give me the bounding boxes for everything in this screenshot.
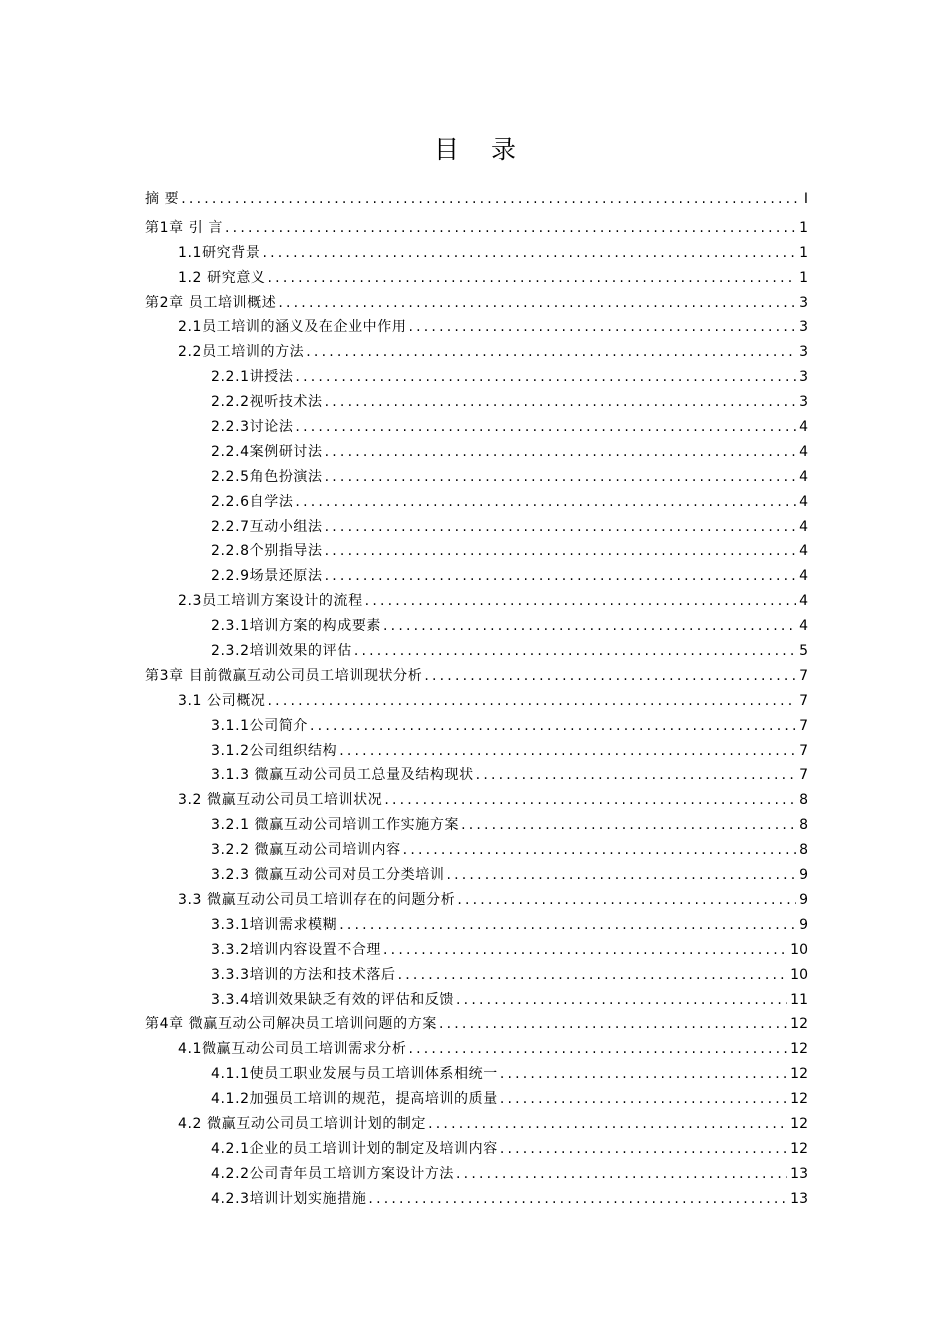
dot-leader (424, 664, 796, 689)
dot-leader (306, 340, 796, 365)
toc-entry[interactable] (145, 739, 808, 764)
dot-leader (500, 1087, 787, 1112)
toc-entry[interactable] (145, 266, 808, 291)
toc-entry[interactable] (145, 564, 808, 589)
dot-leader (398, 963, 788, 988)
toc-entry-page-number: 7 (799, 692, 808, 709)
toc-entry-page-number: 7 (799, 742, 808, 759)
dot-leader (428, 1112, 787, 1137)
toc-entry-page-number: 12 (790, 1091, 808, 1108)
toc-entry-page-number: 11 (790, 991, 808, 1008)
toc-entry-title: 3.3.2培训内容设置不合理 (211, 941, 382, 958)
toc-entry-title: 3.1.2公司组织结构 (211, 742, 338, 759)
toc-entry[interactable] (145, 888, 808, 913)
toc-entry[interactable] (145, 788, 808, 813)
toc-entry-title: 2.1员工培训的涵义及在企业中作用 (178, 319, 407, 336)
dot-leader (383, 938, 787, 963)
toc-entry[interactable] (145, 539, 808, 564)
dot-leader (500, 1062, 787, 1087)
dot-leader (225, 216, 796, 241)
toc-entry-page-number: 4 (799, 443, 808, 460)
toc-entry[interactable] (145, 465, 808, 490)
toc-entry[interactable] (145, 515, 808, 540)
dot-leader (325, 564, 796, 589)
toc-entry[interactable] (145, 1162, 808, 1187)
toc-entry-title: 4.2.1企业的员工培训计划的制定及培训内容 (211, 1140, 498, 1157)
toc-entry-page-number: 12 (790, 1140, 808, 1157)
dot-leader (278, 291, 796, 316)
toc-entry[interactable] (145, 838, 808, 863)
dot-leader (456, 1162, 787, 1187)
toc-entry-title: 3.2.2 微赢互动公司培训内容 (211, 842, 401, 859)
toc-entry-page-number: 1 (799, 219, 808, 236)
toc-entry-page-number: 12 (790, 1041, 808, 1058)
toc-entry-page-number: 12 (790, 1115, 808, 1132)
toc-entry-page-number: 9 (799, 867, 808, 884)
toc-entry[interactable] (145, 664, 808, 689)
toc-entry[interactable] (145, 813, 808, 838)
dot-leader (325, 515, 796, 540)
toc-entry-page-number: 10 (790, 941, 808, 958)
toc-entry-title: 3.2.1 微赢互动公司培训工作实施方案 (211, 817, 460, 834)
toc-entry[interactable] (145, 963, 808, 988)
toc-entry-page-number: 7 (799, 667, 808, 684)
toc-entry-page-number: 3 (799, 394, 808, 411)
toc-entry-page-number: 13 (790, 1190, 808, 1207)
dot-leader (339, 913, 796, 938)
toc-entry[interactable] (145, 589, 808, 614)
toc-entry[interactable] (145, 340, 808, 365)
toc-entry[interactable] (145, 1087, 808, 1112)
toc-entry-title: 2.2.8个别指导法 (211, 543, 323, 560)
toc-entry-title: 2.2.2视听技术法 (211, 394, 323, 411)
toc-entry[interactable] (145, 639, 808, 664)
dot-leader (339, 739, 796, 764)
dot-leader (325, 440, 796, 465)
toc-entry-page-number: 4 (799, 568, 808, 585)
toc-entry-title: 2.2.4案例研讨法 (211, 443, 323, 460)
toc-entry-title: 1.1研究背景 (178, 244, 261, 261)
dot-leader (295, 415, 796, 440)
toc-entry-page-number: 8 (799, 817, 808, 834)
toc-entry[interactable] (145, 1037, 808, 1062)
toc-entry[interactable] (145, 315, 808, 340)
toc-entry-page-number: 9 (799, 891, 808, 908)
dot-leader (384, 788, 796, 813)
toc-entry-title: 4.1微赢互动公司员工培训需求分析 (178, 1041, 407, 1058)
dot-leader (461, 813, 796, 838)
dot-leader (368, 1187, 787, 1212)
dot-leader (408, 1037, 787, 1062)
toc-entry[interactable] (145, 1187, 808, 1212)
toc-entry-title: 第4章 微赢互动公司解决员工培训问题的方案 (145, 1016, 437, 1033)
toc-entry-title: 3.3.1培训需求模糊 (211, 916, 338, 933)
toc-entry-page-number: 5 (799, 643, 808, 660)
toc-entry-title: 2.3员工培训方案设计的流程 (178, 593, 363, 610)
toc-entry-page-number: 4 (799, 419, 808, 436)
toc-entry-page-number: 4 (799, 468, 808, 485)
toc-entry[interactable] (145, 1012, 808, 1037)
toc-entry[interactable] (145, 365, 808, 390)
toc-entry-page-number: 12 (790, 1066, 808, 1083)
page-title: 目 录 (434, 135, 528, 164)
dot-leader (295, 490, 796, 515)
toc-entry[interactable] (145, 614, 808, 639)
toc-entry-page-number: 1 (799, 244, 808, 261)
toc-entry[interactable] (145, 490, 808, 515)
toc-entry-page-number: 3 (799, 344, 808, 361)
toc-entry[interactable] (145, 440, 808, 465)
toc-entry-page-number: 4 (799, 493, 808, 510)
dot-leader (408, 315, 796, 340)
toc-entry-page-number: 4 (799, 618, 808, 635)
toc-entry-title: 2.2.3讨论法 (211, 419, 294, 436)
dot-leader (365, 589, 796, 614)
toc-entry-title: 3.1.1公司简介 (211, 717, 309, 734)
toc-entry-title: 3.2 微赢互动公司员工培训状况 (178, 792, 383, 809)
toc-entry-title: 4.2.2公司青年员工培训方案设计方法 (211, 1165, 455, 1182)
toc-entry-title: 2.2.9场景还原法 (211, 568, 323, 585)
dot-leader (476, 763, 796, 788)
toc-entry[interactable] (145, 1137, 808, 1162)
toc-entry-page-number: 4 (799, 518, 808, 535)
toc-entry-title: 第3章 目前微赢互动公司员工培训现状分析 (145, 667, 423, 684)
toc-entry[interactable] (145, 390, 808, 415)
dot-leader (325, 390, 796, 415)
toc-entry[interactable] (145, 216, 808, 241)
toc-entry-page-number: 4 (799, 593, 808, 610)
dot-leader (439, 1012, 787, 1037)
toc-entry-title: 2.3.1培训方案的构成要素 (211, 618, 382, 635)
dot-leader (456, 988, 787, 1013)
toc-entry[interactable] (145, 1112, 808, 1137)
toc-entry-title: 2.2.5角色扮演法 (211, 468, 323, 485)
toc-entry-page-number: 3 (799, 369, 808, 386)
toc-entry-page-number: 8 (799, 792, 808, 809)
toc-entry[interactable] (145, 913, 808, 938)
dot-leader (383, 614, 796, 639)
toc-entry-title: 2.2员工培训的方法 (178, 344, 305, 361)
toc-entry-title: 摘 要 (145, 191, 180, 207)
toc-entry[interactable] (145, 1062, 808, 1087)
dot-leader (446, 863, 796, 888)
toc-entry-title: 3.3.4培训效果缺乏有效的评估和反馈 (211, 991, 455, 1008)
toc-entry-title: 2.2.1讲授法 (211, 369, 294, 386)
dot-leader (310, 714, 796, 739)
toc-entry[interactable] (145, 863, 808, 888)
toc-entry-title: 第1章 引 言 (145, 219, 224, 236)
dot-leader (268, 266, 797, 291)
dot-leader (457, 888, 796, 913)
toc-entry[interactable] (145, 291, 808, 316)
toc-entry[interactable] (145, 714, 808, 739)
toc-entry-page-number: 1 (799, 269, 808, 286)
toc-entry-page-number: 9 (799, 916, 808, 933)
toc-entry[interactable] (145, 187, 808, 212)
dot-leader (181, 187, 801, 212)
toc-entry-title: 4.1.1使员工职业发展与员工培训体系相统一 (211, 1066, 498, 1083)
dot-leader (500, 1137, 787, 1162)
dot-leader (325, 539, 796, 564)
toc-entry-title: 4.1.2加强员工培训的规范，提高培训的质量 (211, 1091, 498, 1108)
toc-entry-title: 2.2.7互动小组法 (211, 518, 323, 535)
toc-entry-page-number: I (803, 191, 808, 207)
table-of-contents (145, 187, 808, 1212)
toc-entry-title: 3.1.3 微赢互动公司员工总量及结构现状 (211, 767, 474, 784)
dot-leader (262, 241, 796, 266)
toc-entry-page-number: 4 (799, 543, 808, 560)
toc-entry[interactable] (145, 241, 808, 266)
dot-leader (403, 838, 796, 863)
toc-entry-title: 1.2 研究意义 (178, 269, 266, 286)
toc-entry-title: 3.1 公司概况 (178, 692, 266, 709)
toc-entry-title: 2.3.2培训效果的评估 (211, 643, 352, 660)
toc-entry-title: 4.2 微赢互动公司员工培训计划的制定 (178, 1115, 427, 1132)
toc-entry[interactable] (145, 988, 808, 1013)
toc-entry-title: 3.3 微赢互动公司员工培训存在的问题分析 (178, 891, 456, 908)
toc-entry[interactable] (145, 689, 808, 714)
toc-entry-page-number: 12 (790, 1016, 808, 1033)
toc-entry-page-number: 10 (790, 966, 808, 983)
toc-entry-title: 4.2.3培训计划实施措施 (211, 1190, 367, 1207)
dot-leader (325, 465, 796, 490)
toc-entry-title: 第2章 员工培训概述 (145, 294, 277, 311)
toc-entry-title: 3.3.3培训的方法和技术落后 (211, 966, 396, 983)
toc-entry-page-number: 3 (799, 319, 808, 336)
toc-entry-page-number: 7 (799, 767, 808, 784)
toc-entry-title: 3.2.3 微赢互动公司对员工分类培训 (211, 867, 445, 884)
dot-leader (354, 639, 796, 664)
toc-entry[interactable] (145, 763, 808, 788)
toc-entry-page-number: 3 (799, 294, 808, 311)
dot-leader (268, 689, 797, 714)
toc-entry-page-number: 13 (790, 1165, 808, 1182)
toc-entry-title: 2.2.6自学法 (211, 493, 294, 510)
toc-entry-page-number: 7 (799, 717, 808, 734)
toc-entry[interactable] (145, 415, 808, 440)
dot-leader (295, 365, 796, 390)
toc-entry[interactable] (145, 938, 808, 963)
toc-entry-page-number: 8 (799, 842, 808, 859)
